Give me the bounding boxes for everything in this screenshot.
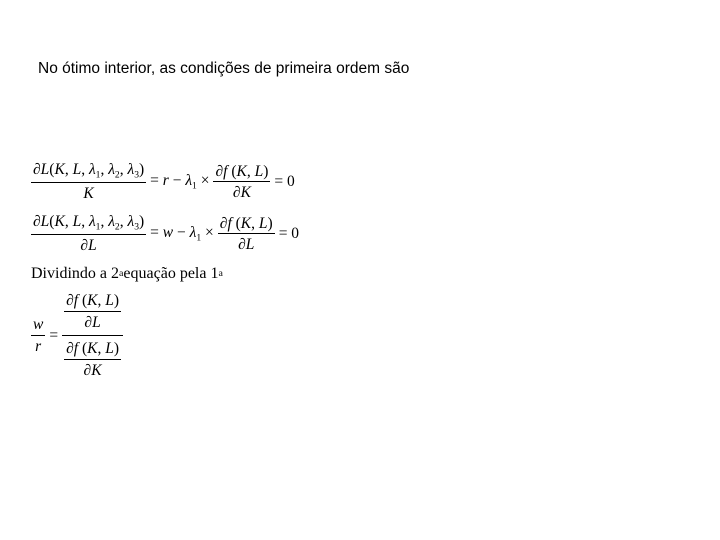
eq3-equals: = [49,326,59,344]
eq2-partial-denominator: ∂L [218,233,275,253]
eq1-partial-numerator: ∂f (K, L) [215,162,269,180]
equation-1 [31,156,303,208]
eq2-result: = 0 [278,225,300,243]
eq3-bottom-denominator: ∂K [64,359,121,379]
eq3-bottom-fraction [64,338,121,381]
eq1-partial-fraction [213,164,270,201]
eq2-lhs-denominator: ∂L [31,234,146,254]
eq3-top-numerator: ∂f (K, L) [66,292,120,309]
eq2-lhs-numerator: ∂L(K, L, $\lambda_1$, $\lambda_2$, $\lambda_3$) [33,213,145,233]
eq2-rhs-expression: = $w - \lambda_1$ × [150,224,214,244]
eq2-lhs-fraction [31,214,146,253]
eq3-lhs-fraction [31,317,45,354]
eq3-bottom-numerator: ∂f (K, L) [66,340,120,357]
eq1-lhs-fraction [31,162,146,201]
eq2-partial-numerator: ∂f (K, L) [219,214,273,232]
eq1-lhs-denominator: K [31,182,146,202]
eq1-lhs-numerator: ∂L(K, L, $\lambda_1$, $\lambda_2$, $\lambda_3$) [33,161,145,181]
eq1-rhs-expression: = $r - \lambda_1$ × [150,172,210,192]
eq2-partial-fraction [218,216,275,253]
eq1-partial-denominator: ∂K [213,181,270,201]
slide-heading: No ótimo interior, as condições de primeira ordem são [38,60,410,77]
eq3-bottom [62,335,123,383]
dividing-text: Dividindo a 2 a equação pela 1 a [31,265,223,282]
eq3-top-fraction [64,290,121,333]
equation-2 [31,208,303,260]
eq3-top-denominator: ∂L [64,311,121,331]
equation-3 [31,288,303,383]
math-block [31,156,303,383]
eq3-lhs-denominator: r [31,335,45,355]
eq3-top [62,288,123,335]
eq3-lhs-numerator: w [33,316,44,333]
eq1-result: = 0 [274,173,295,191]
eq3-compound-fraction [62,288,123,383]
